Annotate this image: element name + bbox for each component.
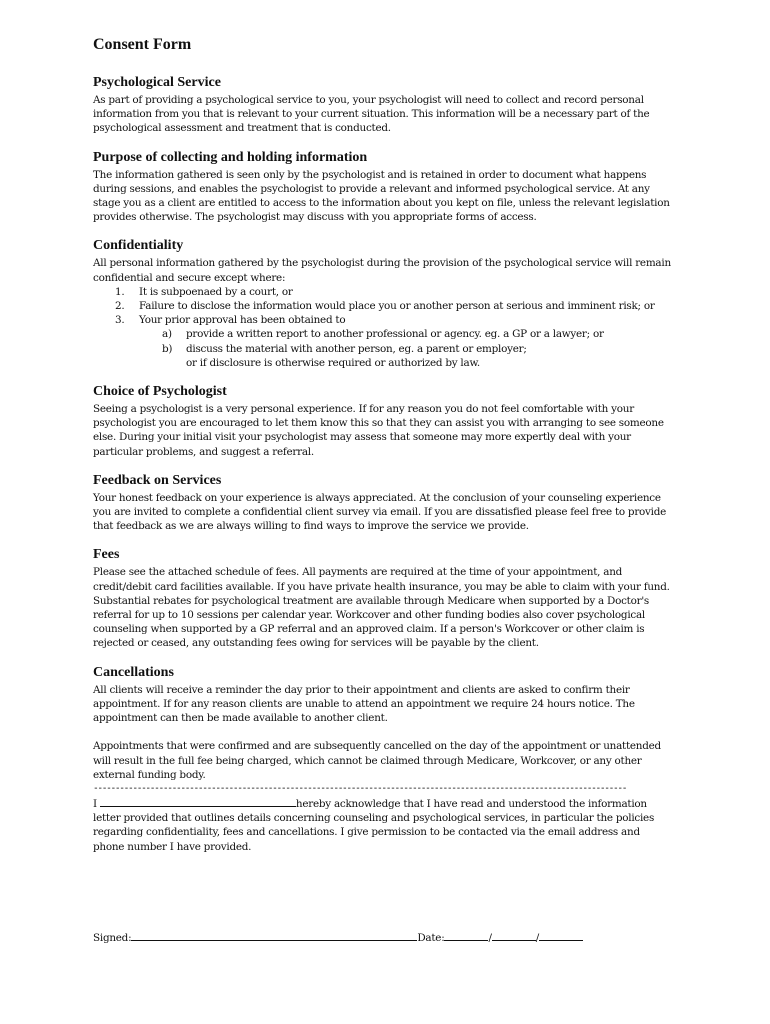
list-item-text: Your prior approval has been obtained to [139,314,346,327]
section-purpose [93,149,673,225]
sub-list-tail-text: or if disclosure is otherwise required or authorized by law. [186,356,480,369]
list-item-text: Failure to disclose the information would place you or another person at serious and imminent risk; or [139,300,655,313]
section-choice-of-psychologist [93,383,673,459]
signature-blank-field[interactable] [131,930,417,941]
name-blank-field[interactable] [100,796,296,807]
sub-list-item-text: discuss the material with another person, eg. a parent or employer; [186,342,527,355]
section-heading: Purpose of collecting and holding information [93,149,368,165]
section-body: Seeing a psychologist is a very personal experience. If for any reason you do not feel comfortable with your psychologist you are encouraged to let them know this so that they can assist you with arranging to see someone else. During your initial visit your psychologist may assess that someone may more expertly deal with your particular problems, and suggest a referral. [93,403,664,458]
sub-list-item [162,327,673,341]
sub-list-item-letter: b) [162,342,173,355]
section-body: Appointments that were confirmed and are subsequently cancelled on the day of the appointment or unattended will result in the full fee being charged, which cannot be claimed through Medicare, Workcover, or any other external funding body. [93,740,661,781]
sub-list-item [162,342,673,370]
section-body: All clients will receive a reminder the day prior to their appointment and clients are asked to confirm their appointment. If for any reason clients are unable to attend an appointment we require 24 hours notice. The appointment can then be made available to another client. [93,683,635,725]
list-item [115,313,673,370]
acknowledgement-text [93,796,673,854]
section-body: The information gathered is seen only by the psychologist and is retained in order to document what happens during sessions, and enables the psychologist to provide a relevant and informed psychological service. At any stage you as a client are entitled to access to the information about you kept on file, unless the relevant legislation provides otherwise. The psychologist may discuss with you appropriate forms of access. [93,168,670,224]
section-heading: Fees [93,547,120,563]
approval-sub-list [139,327,673,370]
cut-line-divider: -------------------------------------------------------------------------------------------------------------------------- [93,782,627,794]
date-day-field[interactable] [444,930,488,941]
sub-list-item-letter: a) [162,328,172,341]
list-item-number: 2. [115,300,125,313]
acknowledgement-body: hereby acknowledge that I have read and understood the information letter provided that outlines details concerning counseling and psychological services, in particular the policies regarding confidentiality, fees and cancellations. I give permission to be contacted via the email address and phone number I have provided. [93,797,655,853]
section-body: All personal information gathered by the psychologist during the provision of the psychological service will remain confidential and secure except where: [93,257,671,284]
date-separator: / [488,932,492,944]
signature-line [93,930,583,945]
section-feedback [93,472,673,534]
list-item-number: 1. [115,285,125,298]
list-item-number: 3. [115,314,125,327]
list-item [115,285,673,299]
section-confidentiality [93,237,673,370]
acknowledgement-prefix: I [93,797,97,810]
section-psychological-service [93,74,673,136]
section-body: Please see the attached schedule of fees. All payments are required at the time of your appointment, and credit/debit card facilities available. If you have private health insurance, you may be able to claim with your fund. Substantial rebates for psychological treatment are available through Medicare when supported by a Doctor's referral for up to 10 sessions per calendar year. Workcover and other funding bodies also cover psychological counseling when supported by a GP referral and an approved claim. If a person's Workcover or other claim is rejected or ceased, any outstanding fees owing for services will be payable by the client. [93,566,670,650]
section-body: Your honest feedback on your experience is always appreciated. At the conclusion of your counseling experience you are invited to complete a confidential client survey via email. If you are dissatisfied please feel free to provide that feedback as we are always willing to find ways to improve the service we provide. [93,491,667,533]
list-item-text: It is subpoenaed by a court, or [139,285,293,298]
section-cancellations [93,664,673,782]
date-label: Date: [417,932,445,944]
date-year-field[interactable] [539,930,583,941]
page-title: Consent Form [93,36,192,53]
confidentiality-exceptions-list [93,285,673,370]
date-month-field[interactable] [492,930,536,941]
consent-form-page [93,34,673,854]
date-separator: / [535,932,539,944]
section-heading: Confidentiality [93,238,184,254]
sub-list-item-text: provide a written report to another professional or agency. eg. a GP or a lawyer; or [186,328,604,341]
section-heading: Feedback on Services [93,472,222,488]
section-heading: Choice of Psychologist [93,384,227,400]
section-body: As part of providing a psychological service to you, your psychologist will need to collect and record personal information from you that is relevant to your current situation. This information will be a necessary part of the psychological assessment and treatment that is conducted. [93,94,650,135]
section-heading: Psychological Service [93,75,221,90]
section-heading: Cancellations [93,664,174,680]
list-item [115,299,673,313]
section-fees [93,546,673,650]
signed-label: Signed: [93,932,132,944]
